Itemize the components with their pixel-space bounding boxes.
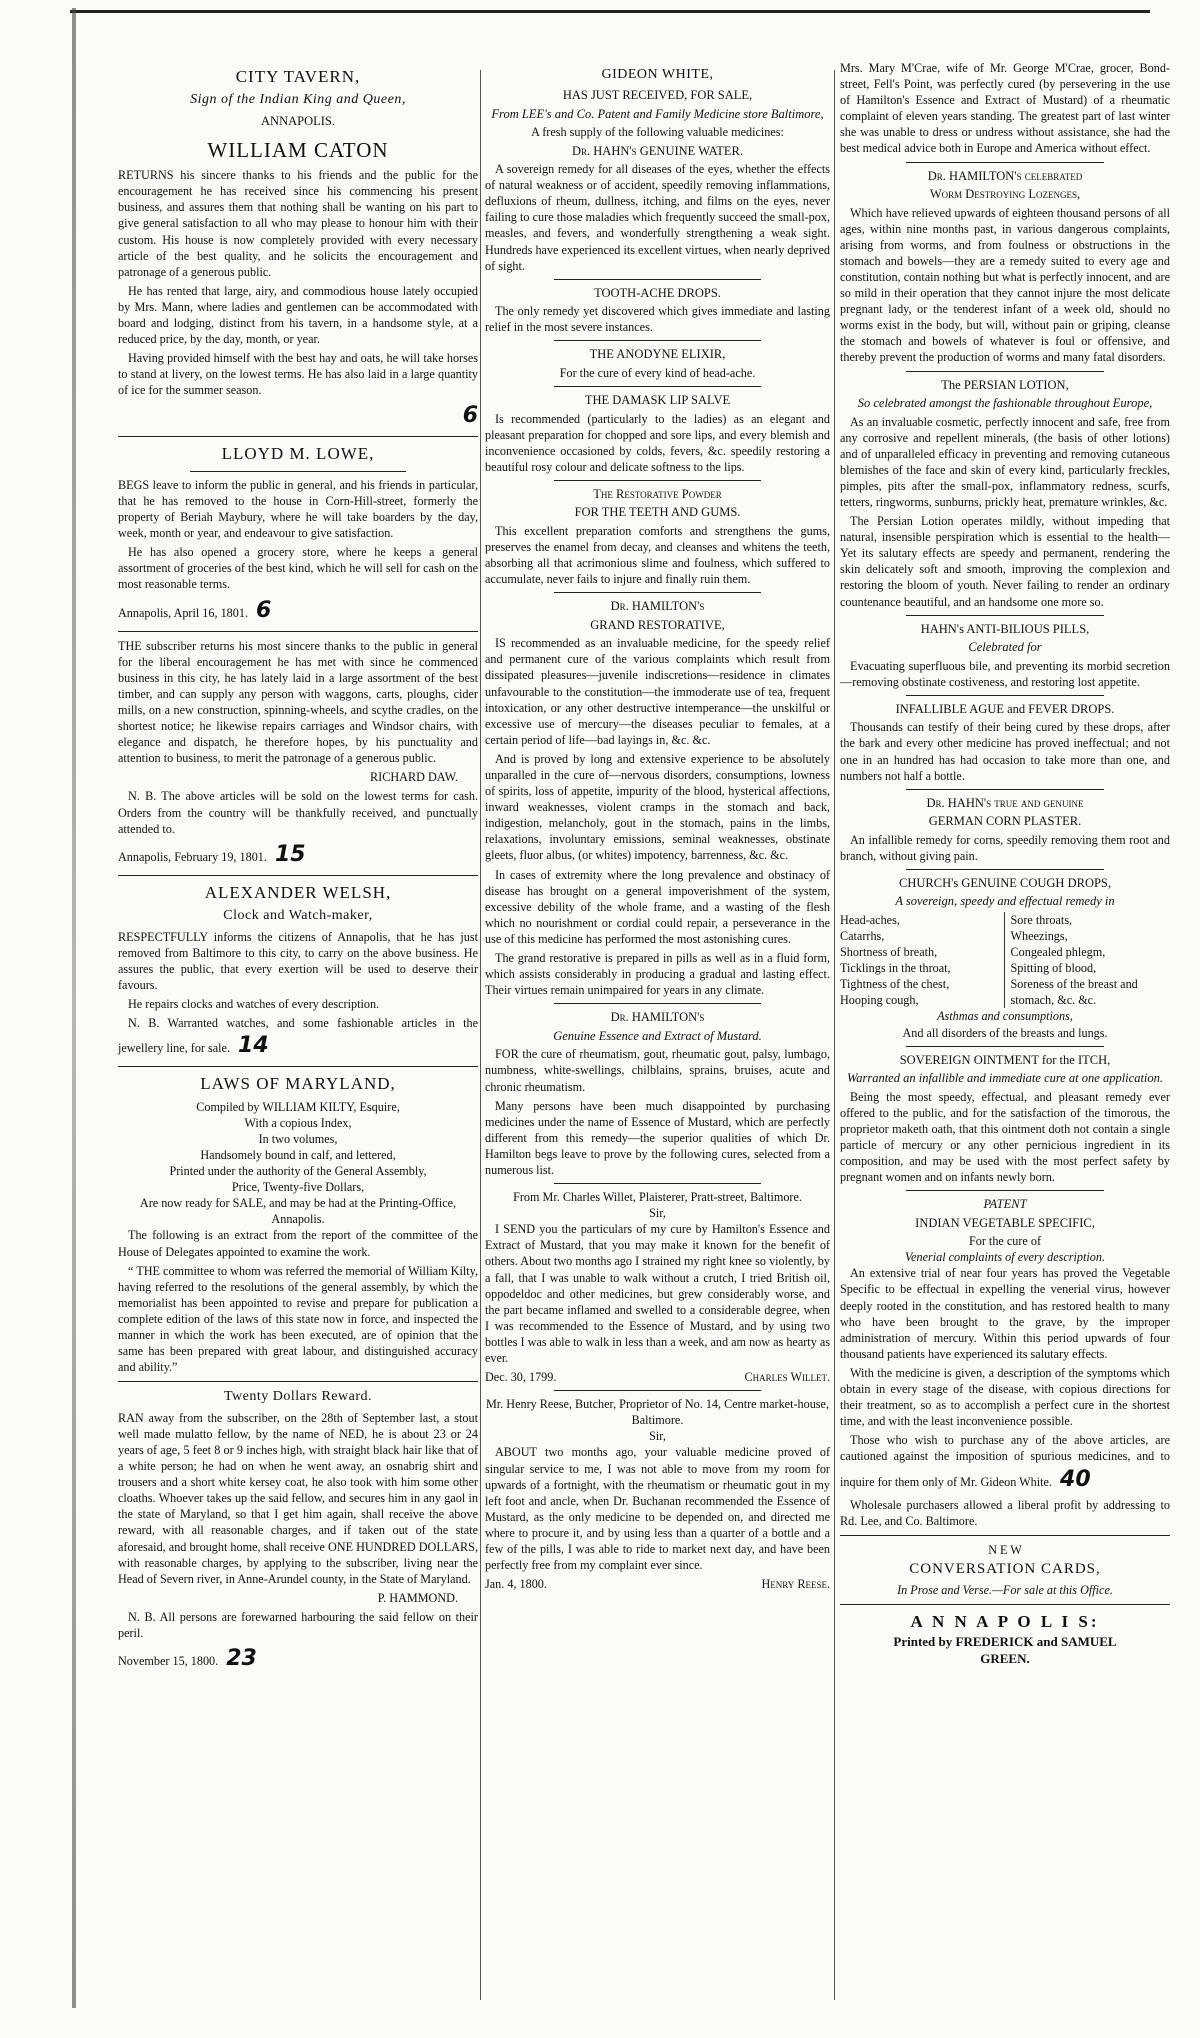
specific-subtitle: INDIAN VEGETABLE SPECIFIC, <box>915 1215 1095 1230</box>
welsh-trade: Clock and Watch-maker, <box>223 908 373 924</box>
ailments-right <box>1011 912 1171 1009</box>
handwritten-mark: 23 <box>226 1646 257 1672</box>
ointment-subtitle: Warranted an infallible and immediate cure at one application. <box>846 1071 1164 1086</box>
short-rule <box>554 386 761 387</box>
ague-paragraph: Thousands can testify of their being cured by these drops, after the bark and every other medicine has proved ineffectual; and not one in an hundred has had occasion to take more than one, and numbers not half a bottle. <box>840 720 1170 783</box>
short-rule <box>554 480 761 481</box>
list-item: stomach, &c. &c. <box>1010 993 1097 1008</box>
section-rule <box>118 1381 478 1382</box>
list-item: Catarrhs, <box>840 928 885 943</box>
specific-subtitle-2: For the cure of <box>968 1234 1042 1249</box>
list-item: Head-aches, <box>840 912 900 927</box>
handwritten-mark: 14 <box>238 1033 269 1059</box>
powder-title: The Restorative Powder <box>593 486 722 501</box>
page-left-edge <box>72 8 76 2008</box>
column-rule <box>480 70 481 2000</box>
antibilious-paragraph: Evacuating superfluous bile, and preventing its morbid secretion—removing obstinate costiveness, and restoring lost appetite. <box>840 658 1170 689</box>
antibilious-subtitle: Celebrated for <box>968 640 1042 655</box>
mustard-title: Dr. HAMILTON's <box>610 1010 705 1025</box>
short-rule <box>554 1390 761 1391</box>
list-item: Wheezings, <box>1010 928 1068 943</box>
corn-subtitle: GERMAN CORN PLASTER. <box>928 814 1082 829</box>
section-rule <box>118 875 478 876</box>
daw-signature: RICHARD DAW. <box>370 770 458 785</box>
section-rule <box>118 1066 478 1067</box>
list-item: Tightness of the chest, <box>840 977 950 992</box>
short-rule <box>906 789 1104 790</box>
reese-heading: Mr. Henry Reese, Butcher, Proprietor of No. 14, Centre market-house, Baltimore. <box>485 1397 830 1428</box>
specific-paragraph: With the medicine is given, a description of the symptoms which obtain in every stage of the disease, with copious directions for their treatment, so as to accomplish a perfect cure in the shortest time, and with the least inconvenience possible. <box>840 1365 1170 1429</box>
imprint-city: A N N A P O L I S: <box>910 1611 1100 1631</box>
reese-date-line <box>485 1576 830 1592</box>
short-rule <box>554 279 761 280</box>
laws-line: With a copious Index, <box>244 1115 352 1130</box>
list-item: Hooping cough, <box>840 993 919 1008</box>
corn-title: Dr. HAHN's true and genuine <box>926 795 1084 810</box>
gideon-sale: HAS JUST RECEIVED, FOR SALE, <box>562 88 753 103</box>
specific-paragraph <box>840 1432 1170 1493</box>
water-paragraph: A sovereign remedy for all diseases of the eyes, whether the effects of natural weakness or of accident, speedily removing inflammations, defluxions of rheum, dullness, itching, and films on the eyes, never failing to cure those maladies which frequently succeed the small-pox, measles, and fevers, and wonderfully strengthening a weak sight. Hundreds have experienced its excellent virtues, when nearly deprived of sight. <box>485 162 830 273</box>
lowe-name: LLOYD M. LOWE, <box>221 444 375 464</box>
section-rule <box>840 1604 1170 1605</box>
cards-title: CONVERSATION CARDS, <box>909 1560 1101 1577</box>
laws-line: Printed under the authority of the General Assembly, <box>169 1164 427 1179</box>
tavern-title: CITY TAVERN, <box>235 67 361 86</box>
gideon-name: GIDEON WHITE, <box>601 67 714 82</box>
laws-line: Compiled by WILLIAM KILTY, Esquire, <box>196 1099 400 1114</box>
welsh-name: ALEXANDER WELSH, <box>204 882 392 902</box>
list-item: Shortness of breath, <box>840 945 938 960</box>
list-item: Ticklings in the throat, <box>840 961 951 976</box>
list-item: Spitting of blood, <box>1010 961 1097 976</box>
short-rule <box>906 162 1104 163</box>
welsh-paragraph: RESPECTFULLY informs the citizens of Annapolis, that he has just removed from Baltimore to this city, to carry on the above business. He assures the public, that every exertion will be used to deserve their favours. <box>118 929 478 992</box>
laws-ad <box>118 1073 478 1375</box>
willet-date-line <box>485 1369 830 1385</box>
grand-paragraph: And is proved by long and extensive experience to be absolutely unparalled in the cure of—nervous disorders, consumptions, lowness of spirits, loss of appetite, impurity of the blood, hysterical affections, inward weaknesses, violent cramps in the stomach and back, indigestion, melancholy, gout in the stomach, pains in the limbs, relaxations, involuntary emissions, seminal weaknesses, obstinate gleets, fluor albus, (or whites) impotency, barrenness, &c. &c. <box>485 751 830 863</box>
grand-title: Dr. HAMILTON's <box>610 599 705 614</box>
tavern-owner: WILLIAM CATON <box>207 138 389 163</box>
column-rule <box>834 70 835 2000</box>
salutation: Sir, <box>649 1206 666 1221</box>
cough-ailments-list <box>840 912 1170 1009</box>
gideon-white-ad <box>485 66 830 141</box>
laws-paragraph: The following is an extract from the report of the committee of the House of Delegates appointed to examine the work. <box>118 1228 478 1259</box>
signature: Henry Reese. <box>761 1577 830 1592</box>
short-rule <box>906 371 1104 372</box>
tavern-paragraph: Having provided himself with the best hay and oats, he will take horses to stand at livery, on the lowest terms. He has also laid in a large quantity of ice for the summer season. <box>118 351 478 398</box>
specific-paragraph: An extensive trial of near four years has proved the Vegetable Specific to be effectual in expelling the venerial virus, however deeply rooted in the constitution, and has restored health to many who have been brought to the grave, by the improper administration of mercury. Within this period upwards of four thousand patients have experienced its salutary effects. <box>840 1266 1170 1361</box>
worm-title: Dr. HAMILTON's celebrated <box>927 168 1083 183</box>
ointment-paragraph: Being the most speedy, effectual, and pleasant remedy ever offered to the public, and for the satisfaction of the timorous, the proprietor maketh oath, that this ointment doth not contain a single particle of mercury or any other pernicious ingredient in its composition, and may be used with the most perfect safety by pregnant women and on infants newly born. <box>840 1089 1170 1185</box>
note-text: N. B. Warranted watches, and some fashionable articles in the jewellery line, for sale. <box>118 1016 478 1056</box>
ointment-title: SOVEREIGN OINTMENT for the ITCH, <box>899 1052 1111 1067</box>
reward-signature: P. HAMMOND. <box>377 1590 458 1605</box>
short-rule <box>554 592 761 593</box>
grand-paragraph: The grand restorative is prepared in pills as well as in a fluid form, which assists considerably in producing a gradual and lasting effect. Their virtues remain unimpaired for years in any climate. <box>485 951 830 998</box>
short-rule <box>190 471 406 472</box>
date-text: Jan. 4, 1800. <box>485 1577 547 1592</box>
powder-paragraph: This excellent preparation comforts and strengthens the gums, preserves the enamel from decay, and cleanses and whitens the teeth, absorbing all that acrimonious slime and foulness, which suffered to accumulate, never fails to injure and finally ruin them. <box>485 523 830 587</box>
list-item: Sore throats, <box>1010 912 1073 927</box>
worm-subtitle: Worm Destroying Lozenges, <box>929 187 1081 202</box>
signature: Charles Willet. <box>744 1370 830 1385</box>
lowe-paragraph: BEGS leave to inform the public in general, and his friends in particular, that he has removed to the house in Corn-Hill-street, formerly the property of Beriah Maybury, where he will take boarders by the day, week, month or year, and endeavour to give satisfaction. <box>118 477 478 541</box>
caution-text: Those who wish to purchase any of the above articles, are cautioned against the imposition of spurious medicines, and to inquire for them only of Mr. Gideon White. <box>840 1433 1170 1489</box>
grand-paragraph: In cases of extremity where the long prevalence and obstinacy of disease has brought on a general impoverishment of the system, excessive debility of the whole frame, and a wasting of the flesh which no nourishment or cordial could repair, a perseverance in the use of this medicine has performed the most astonishing cures. <box>485 867 830 946</box>
reese-letter: ABOUT two months ago, your valuable medicine proved of singular service to me, I was not able to move from my room for upwards of a fortnight, with the rheumatism or rheumatic gout in my left foot and ancle, when Dr. Buchanan recommended the Essence of Mustard, as the only medicine to be depended on, and directed me where to procure it, and by using less than a quarter of a bottle and a few of the pills, I was able to ride to market next day, and have been perfectly free from my complaint ever since. <box>485 1445 830 1573</box>
imprint-printed-by: Printed by FREDERICK and SAMUEL <box>893 1634 1117 1650</box>
handwritten-mark: 6 <box>462 403 478 429</box>
lotion-subtitle: So celebrated amongst the fashionable throughout Europe, <box>857 396 1153 410</box>
anodyne-title: THE ANODYNE ELIXIR, <box>589 347 726 362</box>
list-item: Congealed phlegm, <box>1010 945 1106 960</box>
laws-title: LAWS OF MARYLAND, <box>200 1074 396 1094</box>
mustard-paragraph: Many persons have been much disappointed by purchasing medicines under the name of Essence of Mustard, which are perfectly different from this remedy—the superior qualities of which Dr. Hamilton begs leave to prove by the following cures, selected from a numerous list. <box>485 1098 830 1177</box>
handwritten-mark: 6 <box>256 597 272 623</box>
cards-text: In Prose and Verse.—For sale at this Office. <box>897 1582 1113 1597</box>
short-rule <box>906 869 1104 870</box>
tooth-title: TOOTH-ACHE DROPS. <box>594 285 721 300</box>
grand-paragraph: IS recommended as an invaluable medicine, for the speedy relief and permanent cure of the various complaints which result from dissipated pleasures—juvenile indiscretions—residence in climates unfavourable to the constitution—the immoderate use of tea, frequent intoxication, or any other destructive intemperance—the unskilful or excessive use of mercury—the diseases peculiar to females, at a certain period of life—bad layings in, &c. &c. <box>485 636 830 747</box>
worm-paragraph: Which have relieved upwards of eighteen thousand persons of all ages, within nine months past, in various dangerous complaints, arising from worms, and from foulness or obstructions in the stomach and bowels—they are a remedy suited to every age and constitution, contain nothing but what is perfectly innocent, and are so mild in their operation that they cannot injure the most delicate pregnant lady, or the tenderest infant of a week old, should no worms exist in the body, but will, without pain or griping, cleanse the stomach and bowels of whatever is foul or offensive, and thereby prevent the production of worms and many fatal disorders. <box>840 205 1170 365</box>
gideon-intro: A fresh supply of the following valuable medicines: <box>531 125 784 140</box>
short-rule <box>554 340 761 341</box>
mccrae-testimonial: Mrs. Mary M'Crae, wife of Mr. George M'Crae, grocer, Bond-street, Fell's Point, was perfectly cured (by persevering in the use of Hamilton's Essence and Extract of Mustard) of a rheumatic complaint of eleven years standing. The greatest part of last winter she was unable to dress or undress without assistance, she had the best medical advice both in Europe and America without effect. <box>840 61 1170 156</box>
corn-paragraph: An infallible remedy for corns, speedily removing them root and branch, without giving pain. <box>840 832 1170 863</box>
short-rule <box>906 695 1104 696</box>
welsh-ad <box>118 882 478 1061</box>
short-rule <box>906 1046 1104 1047</box>
date-text: Annapolis, February 19, 1801. <box>118 849 267 864</box>
short-rule <box>554 1183 761 1184</box>
column-1 <box>118 60 478 1676</box>
tavern-paragraph: RETURNS his sincere thanks to his friends and the public for the encouragement he has received since his commencing his present business, and assures them that nothing shall be wanting on his part to give general satisfaction to all who may please to honour him with their custom. His house is now completely provided with every necessary article of the best quality, and he solicits the encouragement and patronage of a generous public. <box>118 168 478 279</box>
cough-tail: Asthmas and consumptions, <box>937 1009 1073 1024</box>
ague-title: INFALLIBLE AGUE and FEVER DROPS. <box>895 701 1115 716</box>
water-title: Dr. HAHN's GENUINE WATER. <box>572 143 743 158</box>
short-rule <box>906 615 1104 616</box>
cough-subtitle: A sovereign, speedy and effectual remedy in <box>895 894 1115 909</box>
salve-paragraph: Is recommended (particularly to the ladies) as an elegant and pleasant preparation for chopped and sore lips, and every blemish and inconvenience occasioned by colds, fevers, &c. speedily restoring a beautiful rosy colour and delicate softness to the lips. <box>485 411 830 474</box>
mustard-subtitle: Genuine Essence and Extract of Mustard. <box>553 1028 762 1043</box>
section-rule <box>840 1535 1170 1536</box>
laws-line: Handsomely bound in calf, and lettered, <box>200 1147 396 1162</box>
salutation: Sir, <box>649 1429 666 1444</box>
reward-date <box>118 1644 478 1673</box>
gideon-from: From LEE's and Co. Patent and Family Medicine store Baltimore, <box>491 106 824 121</box>
page-top-border <box>70 0 1150 13</box>
tavern-paragraph: He has rented that large, airy, and commodious house lately occupied by Mrs. Mann, where ladies and gentlemen can be accommodated with board and lodging, distinct from his tavern, in a handsome style, at a reduced price, by the day, month, or year. <box>118 283 478 347</box>
mustard-paragraph: FOR the cure of rheumatism, gout, rheumatic gout, palsy, lumbago, numbness, white-swellings, chilblains, sprains, bruises, acute and chronic rheumatism. <box>485 1047 830 1094</box>
tavern-sign: Sign of the Indian King and Queen, <box>190 92 406 108</box>
specific-paragraph: Wholesale purchasers allowed a liberal profit by addressing to Rd. Lee, and Co. Baltimore. <box>840 1497 1170 1528</box>
date-text: Dec. 30, 1799. <box>485 1370 557 1385</box>
cough-tail: And all disorders of the breasts and lungs. <box>902 1025 1108 1040</box>
list-item: Soreness of the breast and <box>1010 977 1138 992</box>
lotion-paragraph: The Persian Lotion operates mildly, without impeding that natural, insensible perspiration which is essential to the health—Yet its salutary effects are speedy and permanent, rendering the skin delicately soft and smooth, improving the complexion and restoring the bloom of youth. Never failing to render an ordinary countenance beautiful, and an handsome one more so. <box>840 514 1170 609</box>
short-rule <box>554 1003 761 1004</box>
imprint-name: GREEN. <box>980 1651 1030 1667</box>
welsh-paragraph: He repairs clocks and watches of every description. <box>128 997 380 1012</box>
lotion-paragraph: As an invaluable cosmetic, perfectly innocent and safe, free from any corrosive and repellent minerals, (the basis of other lotions) and of unparalleled efficacy in preventing and removing cutaneous blemishes of the face and skin of every kind, particularly freckles, pimples, pits after the small-pox, inflammatory redness, scurfs, tetters, ringworms, sunburns, prickly heat, premature wrinkles, &c. <box>840 414 1170 509</box>
lowe-date <box>118 596 478 625</box>
laws-line: In two volumes, <box>258 1131 338 1146</box>
laws-line: Price, Twenty-five Dollars, <box>231 1180 365 1195</box>
cough-title: CHURCH's GENUINE COUGH DROPS, <box>899 875 1111 890</box>
handwritten-mark: 40 <box>1060 1466 1091 1492</box>
specific-title: PATENT <box>983 1197 1027 1212</box>
specific-subtitle-3: Venerial complaints of every description. <box>904 1250 1106 1265</box>
lotion-title: The PERSIAN LOTION, <box>941 377 1069 392</box>
section-rule <box>118 631 478 632</box>
column-2 <box>485 60 830 1595</box>
daw-paragraph: THE subscriber returns his most sincere thanks to the public in general for the liberal encouragement he has met with since he commenced business in this city, he has lately laid in a large assortment of the best timber, and can supply any person with waggons, carts, ploughs, cider mills, on a new construction, spinning-wheels, and scythe cradles, on the shortest notice; he likewise repairs carriages and Windsor chairs, with elegance and dispatch, he therefore hopes, by his punctuality and attention to business, to merit the patronage of a generous public. <box>118 638 478 766</box>
section-rule <box>118 436 478 437</box>
city-tavern-ad <box>118 66 478 430</box>
date-text: Annapolis, April 16, 1801. <box>118 605 248 620</box>
reward-ad <box>118 1388 478 1673</box>
antibilious-title: HAHN's ANTI-BILIOUS PILLS, <box>920 621 1090 636</box>
daw-date <box>118 840 478 869</box>
cards-new: N E W <box>988 1542 1022 1557</box>
lowe-ad <box>118 443 478 624</box>
daw-ad <box>118 638 478 869</box>
column-3 <box>840 60 1170 1667</box>
lowe-paragraph: He has also opened a grocery store, where he keeps a general assortment of groceries of the best kind, which he will sell for cash on the most reasonable terms. <box>118 545 478 592</box>
salve-title: THE DAMASK LIP SALVE <box>584 393 731 407</box>
daw-note: N. B. The above articles will be sold on the lowest terms for cash. Orders from the country will be thankfully received, and punctually attended to. <box>118 789 478 836</box>
welsh-paragraph <box>118 1015 478 1060</box>
grand-subtitle: GRAND RESTORATIVE, <box>590 617 725 632</box>
ailments-left <box>840 912 1005 1009</box>
tavern-place: ANNAPOLIS. <box>261 113 335 128</box>
handwritten-mark: 15 <box>274 841 306 867</box>
tooth-paragraph: The only remedy yet discovered which gives immediate and lasting relief in the most severe instances. <box>485 304 830 335</box>
laws-quote: “ THE committee to whom was referred the memorial of William Kilty, having referred to the resolutions of the general assembly, by which the memorialist has been appointed to revise and prepare for publication a complete edition of the laws of this state now in force, and inspected the manner in which the work has been executed, are of opinion that the same has been prepared with great labour, and distinguished accuracy and ability.” <box>118 1263 478 1375</box>
date-text: November 15, 1800. <box>118 1654 219 1669</box>
reward-note: N. B. All persons are forewarned harbouring the said fellow on their peril. <box>118 1609 478 1640</box>
willet-heading: From Mr. Charles Willet, Plaisterer, Pratt-street, Baltimore. <box>513 1190 802 1205</box>
laws-line: Are now ready for SALE, and may be had at the Printing-Office, Annapolis. <box>139 1196 457 1227</box>
reward-paragraph: RAN away from the subscriber, on the 28th of September last, a stout well made mulatto fellow, by the name of NED, he is about 23 or 24 years of age, 5 feet 8 or 9 inches high, with straight black hair like that of a white person; he had on when he went away, an osnabrig shirt and trousers and a short white kersey coat, he also took with him some other cloaths. Whoever takes up the said fellow, and secures him in any gaol in the state of Maryland, so that I get him again, shall receive the above reward, with all reasonable charges, and if taken out of the state aforesaid, and brought home, shall receive ONE HUNDRED DOLLARS, with reasonable charges, by applying to the subscriber, living near the Head of Severn river, in Anne-Arundel county, in the State of Maryland. <box>118 1410 478 1586</box>
reward-title: Twenty Dollars Reward. <box>223 1389 373 1405</box>
powder-subtitle: FOR THE TEETH AND GUMS. <box>574 505 741 520</box>
willet-letter: I SEND you the particulars of my cure by Hamilton's Essence and Extract of Mustard, that you may make it known for the benefit of others. About two months ago I strained my right knee so violently, by a fall, that I was unable to walk without a crutch, I tried British oil, oppodeldoc and other medicines, but grew considerably worse, and the part became inflamed and swelled to a considerable degree, when I was recommended to the Essence of Mustard, and by using two bottles I was able to walk in less than a week, and am now as hearty as ever. <box>485 1222 830 1365</box>
short-rule <box>906 1190 1104 1191</box>
anodyne-text: For the cure of every kind of head-ache. <box>559 365 756 380</box>
